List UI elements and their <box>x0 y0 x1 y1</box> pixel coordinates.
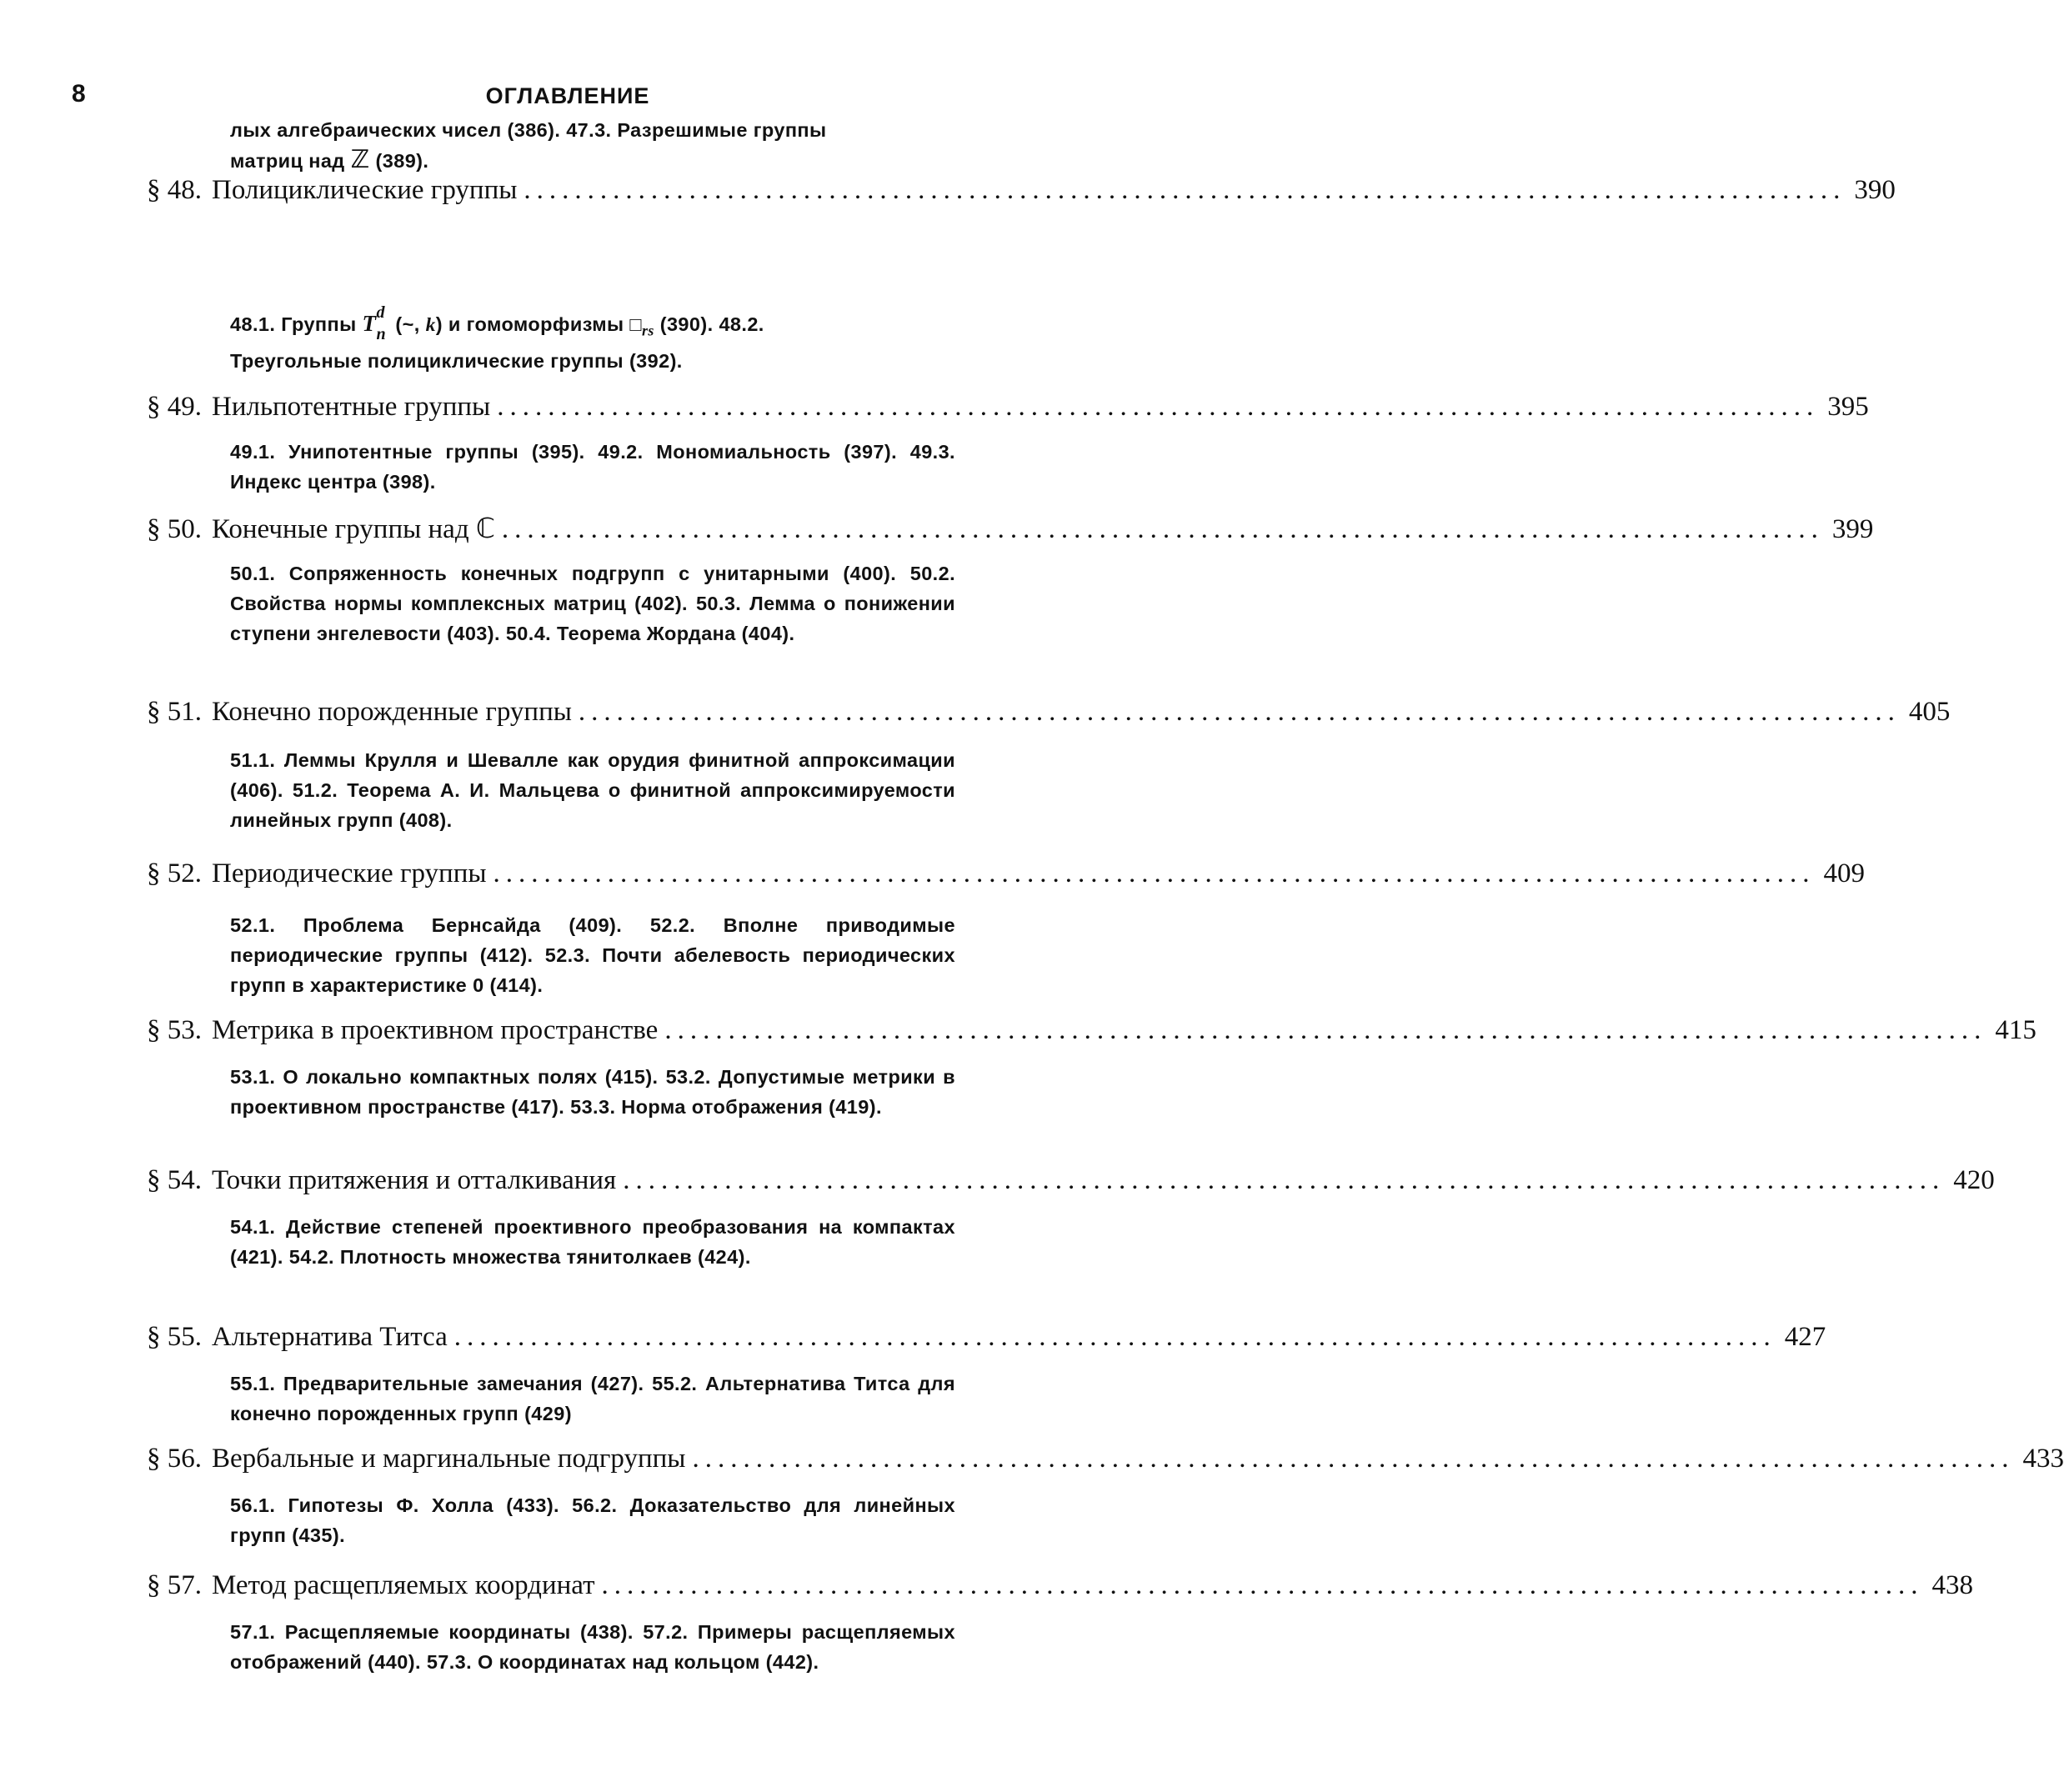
section-title: Периодические группы <box>212 858 487 888</box>
toc-entry-51[interactable] <box>147 697 1951 737</box>
section-number: § 50. <box>147 514 202 544</box>
section-title: Конечные группы над ℂ <box>212 514 495 544</box>
intro-line-1: лых алгебраических чисел (386). 47.3. Разрешимые группы <box>230 119 827 141</box>
dot-leader: ........................................................................................................ <box>692 1444 2015 1474</box>
section-title: Альтернатива Титса <box>212 1322 448 1352</box>
toc-entry-55[interactable] <box>147 1322 1826 1362</box>
section-title: Вербальные и маргинальные подгруппы <box>212 1444 686 1474</box>
superscript-d: d <box>376 303 385 322</box>
subsection-text: (~, <box>389 313 426 335</box>
toc-entry-52[interactable] <box>147 858 1866 899</box>
dot-leader: ........................................................................................................ <box>493 858 1816 888</box>
section-page: 405 <box>1908 697 1951 727</box>
subsections-51: 51.1. Леммы Крулля и Шевалле как орудия финитной аппроксимации (406). 51.2. Теорема А. И. Мальцева о финитной аппроксимируемости линейных групп (408). <box>230 749 955 831</box>
subsections-52: 52.1. Проблема Бернсайда (409). 52.2. Вполне приводимые периодические группы (412). 52.3. Почти абелевость периодических групп в характеристике 0 (414). <box>230 914 955 996</box>
dot-leader: ........................................................................................................ <box>623 1165 1946 1195</box>
subsections-55: 55.1. Предварительные замечания (427). 55.2. Альтернатива Титса для конечно порожденных групп (429) <box>230 1373 955 1424</box>
section-number: § 51. <box>147 697 202 727</box>
section-page: 427 <box>1784 1322 1826 1352</box>
toc-entry-53[interactable] <box>147 1015 2036 1055</box>
section-number: § 53. <box>147 1015 202 1045</box>
section-page: 415 <box>1995 1015 2036 1045</box>
dot-leader: ........................................................................................................ <box>501 514 1824 544</box>
section-title: Конечно порожденные группы <box>212 697 572 727</box>
section-number: § 49. <box>147 392 202 422</box>
page-number: 8 <box>72 80 86 108</box>
box-symbol: □ <box>629 313 642 335</box>
section-page: 438 <box>1931 1570 1973 1600</box>
subsections-49: 49.1. Унипотентные группы (395). 49.2. Мономиальность (397). 49.3. Индекс центра (398). <box>230 441 955 493</box>
section-number: § 56. <box>147 1444 202 1474</box>
section-page: 433 <box>2022 1444 2064 1474</box>
section-page: 409 <box>1823 858 1866 888</box>
subsection-text: Треугольные полициклические группы (392). <box>230 349 683 372</box>
integers-symbol: ℤ <box>350 145 370 174</box>
section-number: § 48. <box>147 175 202 205</box>
subsections-57: 57.1. Расщепляемые координаты (438). 57.2. Примеры расщепляемых отображений (440). 57.3. О координатах над кольцом (442). <box>230 1621 955 1673</box>
section-page: 420 <box>1953 1165 1995 1195</box>
section-page: 399 <box>1831 514 1874 544</box>
subsection-text: 48.1. Группы <box>230 313 363 335</box>
group-symbol-T: T <box>362 311 377 336</box>
toc-entry-57[interactable] <box>147 1570 1973 1610</box>
section-page: 395 <box>1827 392 1869 422</box>
subsections-48 <box>230 303 955 376</box>
subsections-53: 53.1. О локально компактных полях (415). 53.2. Допустимые метрики в проективном пространстве (417). 53.3. Норма отображения (419). <box>230 1066 955 1118</box>
intro-line-2-post: (389). <box>369 150 429 172</box>
section-number: § 54. <box>147 1165 202 1195</box>
dot-leader: ........................................................................................................ <box>664 1015 1987 1045</box>
toc-entry-56[interactable] <box>147 1444 2064 1484</box>
dot-leader: ........................................................................................................ <box>497 392 1820 422</box>
subsections-54: 54.1. Действие степеней проективного преобразования на компактах (421). 54.2. Плотность множества тянитолкаев (424). <box>230 1216 955 1268</box>
section-title: Метрика в проективном пространстве <box>212 1015 659 1045</box>
intro-subsections <box>230 115 955 176</box>
section-title: Точки притяжения и отталкивания <box>212 1165 617 1195</box>
section-number: § 55. <box>147 1322 202 1352</box>
dot-leader: ........................................................................................................ <box>578 697 1901 727</box>
subsections-50: 50.1. Сопряженность конечных подгрупп с унитарными (400). 50.2. Свойства нормы комплексных матриц (402). 50.3. Лемма о понижении ступени энгелевости (403). 50.4. Теорема Жордана (404). <box>230 563 955 644</box>
section-number: § 52. <box>147 858 202 888</box>
toc-entry-48[interactable] <box>147 175 1896 215</box>
toc-entry-50[interactable] <box>147 512 1874 552</box>
running-title: ОГЛАВЛЕНИЕ <box>485 83 650 108</box>
dot-leader: ........................................................................................................ <box>524 175 1846 205</box>
section-page: 390 <box>1854 175 1896 205</box>
subscript-rs: rs <box>642 322 654 339</box>
dot-leader: ........................................................................................................ <box>453 1322 1776 1352</box>
subsection-text: (390). 48.2. <box>654 313 764 335</box>
toc-entry-54[interactable] <box>147 1165 1995 1205</box>
section-title: Нильпотентные группы <box>212 392 491 422</box>
subscript-n: n <box>376 325 386 343</box>
section-number: § 57. <box>147 1570 202 1600</box>
symbol-k: k <box>425 314 436 336</box>
subsections-56: 56.1. Гипотезы Ф. Холла (433). 56.2. Доказательство для линейных групп (435). <box>230 1494 955 1546</box>
intro-line-2-pre: матриц над <box>230 150 351 172</box>
subsection-text: ) и гомоморфизмы <box>435 313 630 335</box>
dot-leader: ........................................................................................................ <box>601 1570 1924 1600</box>
section-title: Метод расщепляемых координат <box>212 1570 595 1600</box>
toc-entry-49[interactable] <box>147 392 1869 432</box>
section-title: Полициклические группы <box>212 175 518 205</box>
